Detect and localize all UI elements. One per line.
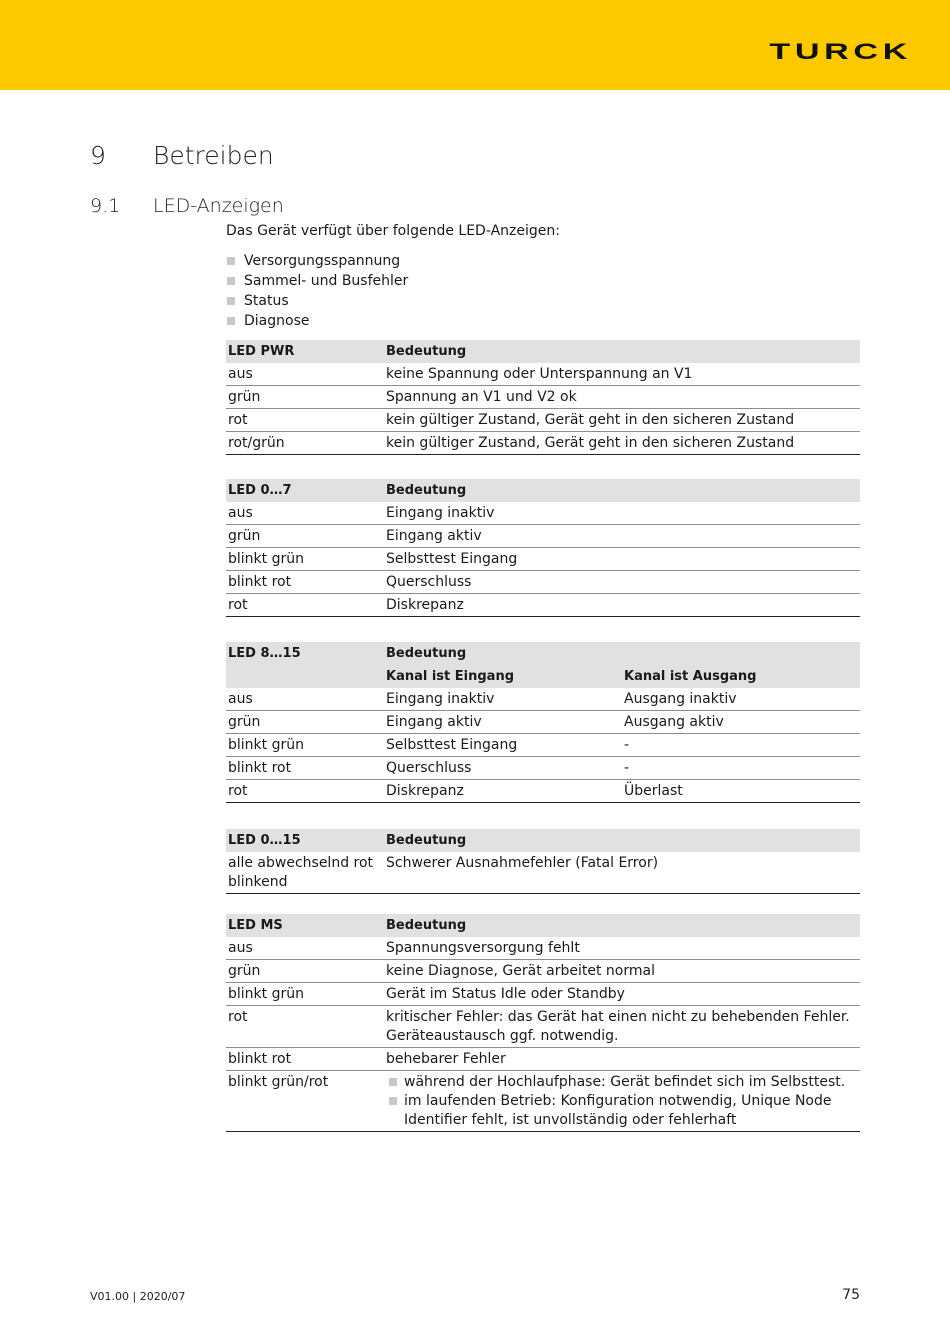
table-row: rot Diskrepanz Überlast [226, 780, 860, 803]
table-led-ms [226, 914, 860, 1132]
led-list [226, 251, 408, 331]
list-item: Sammel- und Busfehler [226, 271, 408, 291]
list-item: Diagnose [226, 311, 408, 331]
footer-version: V01.00 | 2020/07 [90, 1290, 186, 1303]
table-led-0-7 [226, 479, 860, 617]
table-row: blinkt grün/rot während der Hochlaufphase: Gerät befindet sich im Selbsttest. im laufenden Betrieb: Konfiguration notwendig, Unique Node Identifier fehlt, ist unvollständig oder fehlerhaft [226, 1071, 860, 1132]
page-number: 75 [842, 1287, 860, 1303]
list-item: Versorgungsspannung [226, 251, 408, 271]
section-number: 9.1 [90, 195, 121, 217]
square-bullet-icon [389, 1097, 397, 1105]
table-header-row: LED 8…15 Bedeutung [226, 642, 860, 665]
table-row: blinkt grün Gerät im Status Idle oder Standby [226, 983, 860, 1006]
table-row: alle abwechselnd rot blinkend Schwerer Ausnahmefehler (Fatal Error) [226, 852, 860, 894]
square-bullet-icon [227, 297, 235, 305]
table-row: rot kritischer Fehler: das Gerät hat einen nicht zu behebenden Fehler. Geräteaustausch ggf. notwendig. [226, 1006, 860, 1048]
turck-logo: TURCK [769, 39, 912, 64]
square-bullet-icon [227, 317, 235, 325]
table-led-pwr [226, 340, 860, 455]
table-row: aus Eingang inaktiv Ausgang inaktiv [226, 688, 860, 711]
square-bullet-icon [227, 257, 235, 265]
chapter-number: 9 [90, 141, 106, 170]
table-row: blinkt rot behebarer Fehler [226, 1048, 860, 1071]
table-header-row: LED 0…15 Bedeutung [226, 829, 860, 852]
table-row: aus keine Spannung oder Unterspannung an V1 [226, 363, 860, 386]
table-row: blinkt rot Querschluss [226, 571, 860, 594]
table-row: grün Spannung an V1 und V2 ok [226, 386, 860, 409]
square-bullet-icon [227, 277, 235, 285]
table-row: grün Eingang aktiv [226, 525, 860, 548]
section-title: LED-Anzeigen [153, 195, 284, 217]
table-row: aus Spannungsversorgung fehlt [226, 937, 860, 960]
list-item: im laufenden Betrieb: Konfiguration notwendig, Unique Node Identifier fehlt, ist unvollständig oder fehlerhaft [386, 1092, 858, 1130]
table-row: blinkt grün Selbsttest Eingang [226, 548, 860, 571]
table-header-row: LED 0…7 Bedeutung [226, 479, 860, 502]
table-led-8-15 [226, 642, 860, 803]
intro-text: Das Gerät verfügt über folgende LED-Anzeigen: [226, 223, 560, 239]
table-row: rot Diskrepanz [226, 594, 860, 617]
table-row: aus Eingang inaktiv [226, 502, 860, 525]
table-led-0-15 [226, 829, 860, 894]
table-header-row: LED MS Bedeutung [226, 914, 860, 937]
list-item: während der Hochlaufphase: Gerät befindet sich im Selbsttest. [386, 1073, 858, 1092]
table-subheader-row: Kanal ist Eingang Kanal ist Ausgang [226, 665, 860, 688]
state-detail-list [386, 1073, 858, 1130]
table-row: rot kein gültiger Zustand, Gerät geht in den sicheren Zustand [226, 409, 860, 432]
table-header-row: LED PWR Bedeutung [226, 340, 860, 363]
list-item: Status [226, 291, 408, 311]
table-row: grün Eingang aktiv Ausgang aktiv [226, 711, 860, 734]
table-row: blinkt rot Querschluss - [226, 757, 860, 780]
table-row: rot/grün kein gültiger Zustand, Gerät geht in den sicheren Zustand [226, 432, 860, 455]
square-bullet-icon [389, 1078, 397, 1086]
table-row: grün keine Diagnose, Gerät arbeitet normal [226, 960, 860, 983]
chapter-title: Betreiben [153, 141, 274, 170]
table-row: blinkt grün Selbsttest Eingang - [226, 734, 860, 757]
